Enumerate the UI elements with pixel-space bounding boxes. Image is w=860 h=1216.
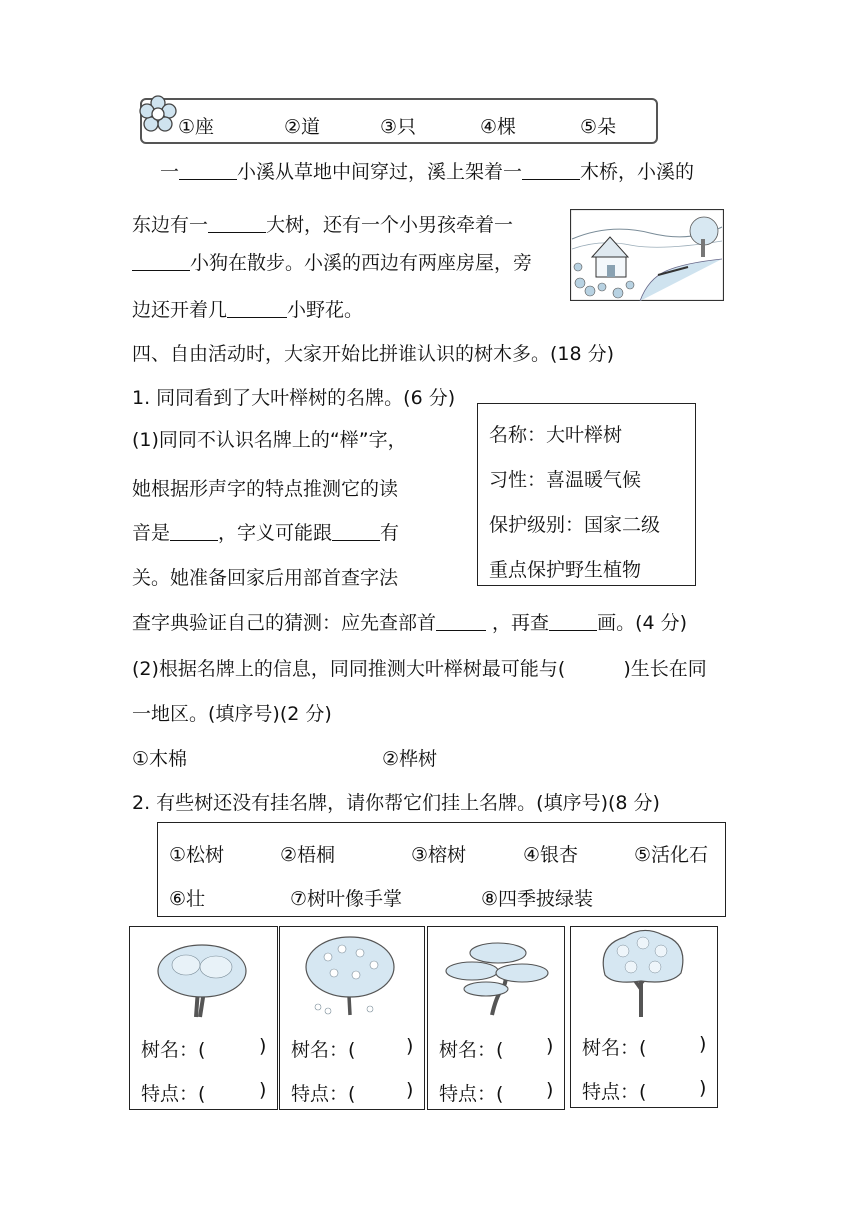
tree-option: ③榕树 — [411, 844, 467, 866]
tree-options-box — [157, 822, 726, 917]
tree-option: ①松树 — [169, 844, 225, 866]
text: ，再查 — [486, 612, 550, 634]
word-option-1: ①座 — [178, 116, 215, 138]
tree-name-label: 树名：( — [582, 1037, 647, 1059]
close-paren: ) — [699, 1033, 707, 1055]
paragraph-line-3 — [132, 248, 532, 278]
fill-blank[interactable] — [227, 295, 287, 318]
word-option-4: ④棵 — [480, 116, 517, 138]
text: 边还开着几 — [132, 299, 228, 321]
tree-feature-label: 特点：( — [439, 1083, 504, 1105]
question-2-title: 2. 有些树还没有挂名牌，请你帮它们挂上名牌。(填序号)(8 分) — [132, 792, 660, 814]
close-paren: ) — [546, 1079, 554, 1101]
fill-blank[interactable] — [179, 157, 237, 180]
text: 小狗在散步。小溪的西边有两座房屋，旁 — [190, 252, 533, 274]
tree-option: ④银杏 — [523, 844, 579, 866]
paragraph-line-2 — [132, 210, 513, 240]
text: 音是 — [132, 522, 171, 544]
ginkgo-tree-icon — [298, 933, 402, 1017]
text: )生长在同 — [623, 658, 707, 680]
close-paren: ) — [699, 1077, 707, 1099]
nameplate-line: 重点保护野生植物 — [489, 559, 642, 581]
fill-blank[interactable] — [208, 210, 266, 233]
tree-name-label: 树名：( — [439, 1039, 504, 1061]
broadleaf-tree-icon — [152, 939, 252, 1019]
word-option-5: ⑤朵 — [580, 116, 617, 138]
tree-card-3 — [427, 926, 565, 1110]
q1-part1-line1: (1)同同不认识名牌上的“榉”字， — [132, 429, 407, 451]
nameplate-line: 保护级别：国家二级 — [489, 514, 661, 536]
q1-part2-line2: 一地区。(填序号)(2 分) — [132, 703, 332, 725]
word-option-3: ③只 — [380, 116, 417, 138]
text: 画。(4 分) — [597, 612, 688, 634]
fill-blank[interactable] — [132, 248, 190, 271]
paragraph-line-4 — [132, 295, 363, 325]
close-paren: ) — [406, 1035, 414, 1057]
q1-part1-line2: 她根据形声字的特点推测它的读 — [132, 478, 399, 500]
q1-part2-option-1: ①木棉 — [132, 748, 188, 770]
nameplate-line: 习性：喜温暖气候 — [489, 469, 642, 491]
tree-feature-label: 特点：( — [582, 1081, 647, 1103]
nameplate-line: 名称：大叶榉树 — [489, 424, 623, 446]
tree-nameplate — [477, 403, 696, 586]
close-paren: ) — [406, 1079, 414, 1101]
fill-blank[interactable] — [549, 608, 597, 631]
close-paren: ) — [259, 1079, 267, 1101]
section-4-heading: 四、自由活动时，大家开始比拼谁认识的树木多。(18 分) — [132, 343, 615, 365]
text: 木桥，小溪的 — [580, 161, 695, 183]
text: 小野花。 — [287, 299, 364, 321]
tree-feature-label: 特点：( — [291, 1083, 356, 1105]
tree-card-1 — [129, 926, 278, 1110]
tree-option: ②梧桐 — [280, 844, 336, 866]
q1-part2-line1 — [132, 654, 707, 684]
close-paren: ) — [546, 1035, 554, 1057]
q1-part2-option-2: ②桦树 — [382, 748, 438, 770]
village-scene-illustration — [570, 209, 724, 301]
text: 小溪从草地中间穿过，溪上架着一 — [237, 161, 523, 183]
fill-blank[interactable] — [170, 518, 218, 541]
text: 大树，还有一个小男孩牵着一 — [266, 214, 514, 236]
fill-blank[interactable] — [332, 518, 380, 541]
tree-option: ⑤活化石 — [634, 844, 709, 866]
tree-name-label: 树名：( — [141, 1039, 206, 1061]
text: 一 — [160, 161, 180, 183]
paragraph-line-1 — [160, 157, 694, 187]
tree-option: ⑥壮 — [169, 888, 206, 910]
text: 查字典验证自己的猜测：应先查部首 — [132, 612, 437, 634]
close-paren: ) — [259, 1035, 267, 1057]
tree-option: ⑧四季披绿装 — [481, 888, 594, 910]
tree-feature-label: 特点：( — [141, 1083, 206, 1105]
fill-blank[interactable] — [522, 157, 580, 180]
fill-blank[interactable] — [436, 608, 486, 631]
question-1-title: 1. 同同看到了大叶榉树的名牌。(6 分) — [132, 387, 456, 409]
text: (2)根据名牌上的信息，同同推测大叶榉树最可能与( — [132, 658, 566, 680]
text: 东边有一 — [132, 214, 209, 236]
tree-card-4 — [570, 926, 718, 1108]
word-bank-box — [140, 98, 658, 144]
tree-card-2 — [279, 926, 425, 1110]
pine-tree-icon — [442, 937, 552, 1017]
tall-tree-icon — [591, 923, 695, 1019]
text: ，字义可能跟 — [218, 522, 333, 544]
q1-part1-line3 — [132, 518, 399, 548]
flower-icon — [138, 94, 178, 134]
tree-name-label: 树名：( — [291, 1039, 356, 1061]
q1-part1-line5 — [132, 608, 687, 638]
tree-option: ⑦树叶像手掌 — [290, 888, 403, 910]
q1-part1-line4: 关。她准备回家后用部首查字法 — [132, 567, 399, 589]
text: 有 — [380, 522, 400, 544]
word-option-2: ②道 — [284, 116, 321, 138]
